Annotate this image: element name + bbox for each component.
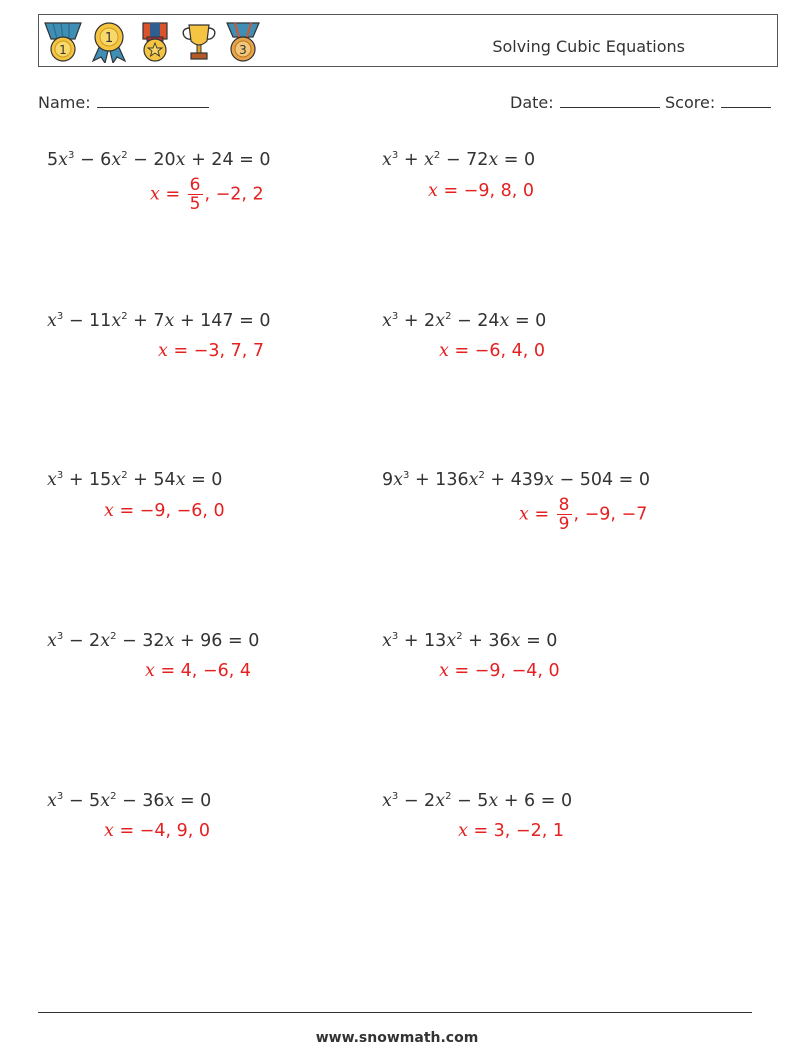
problem-10-answer: x = 3, −2, 1 [458, 821, 564, 841]
name-blank[interactable] [97, 93, 209, 108]
problem-8-equation: $x^3 + 13x^2 + 36x = 0$ [382, 631, 558, 651]
medal-star-icon [135, 21, 175, 63]
problem-2-answer: x = −9, 8, 0 [428, 181, 534, 201]
problem-6-equation: $9x^3 + 136x^2 + 439x - 504 = 0$ [382, 470, 651, 490]
problem-1-equation: $5x^3 - 6x^2 - 20x + 24 = 0$ [47, 150, 271, 170]
date-label: Date: [510, 93, 554, 112]
rosette-1-icon [89, 21, 129, 63]
problem-6-answer: x = $\frac{8}{9}$ , −9, −7 [519, 495, 648, 534]
problem-1-answer: x = $\frac{6}{5}$ , −2, 2 [150, 175, 264, 214]
svg-text:1: 1 [104, 31, 114, 46]
problem-2-equation: $x^3 + x^2 - 72x = 0$ [382, 150, 536, 170]
worksheet-header [38, 14, 778, 67]
problem-4-answer: x = −6, 4, 0 [439, 341, 545, 361]
problem-3-equation: $x^3 - 11x^2 + 7x + 147 = 0$ [47, 311, 271, 331]
medal-1-ribbon-icon [43, 21, 83, 63]
problem-5-equation: $x^3 + 15x^2 + 54x = 0$ [47, 470, 223, 490]
footer-website[interactable]: www.snowmath.com [315, 1030, 479, 1046]
name-label: Name: [38, 93, 91, 112]
problem-9-answer: x = −4, 9, 0 [104, 821, 210, 841]
footer-divider [38, 1012, 752, 1013]
problem-9-equation: $x^3 - 5x^2 - 36x = 0$ [47, 791, 212, 811]
medal-3-icon [223, 21, 263, 63]
date-blank[interactable] [560, 93, 660, 108]
svg-text:1: 1 [59, 43, 67, 57]
problem-5-answer: x = −9, −6, 0 [104, 501, 225, 521]
worksheet-title: Solving Cubic Equations [492, 37, 685, 56]
problem-8-answer: x = −9, −4, 0 [439, 661, 560, 681]
name-field[interactable] [38, 93, 209, 112]
score-blank[interactable] [721, 93, 771, 108]
score-field[interactable] [665, 93, 771, 112]
problem-3-answer: x = −3, 7, 7 [158, 341, 264, 361]
score-label: Score: [665, 93, 716, 112]
problem-7-answer: x = 4, −6, 4 [145, 661, 251, 681]
problem-4-equation: $x^3 + 2x^2 - 24x = 0$ [382, 311, 547, 331]
trophy-icon [179, 21, 219, 63]
date-field[interactable] [510, 93, 660, 112]
problem-7-equation: $x^3 - 2x^2 - 32x + 96 = 0$ [47, 631, 260, 651]
problem-10-equation: $x^3 - 2x^2 - 5x + 6 = 0$ [382, 791, 573, 811]
svg-text:3: 3 [239, 43, 247, 57]
